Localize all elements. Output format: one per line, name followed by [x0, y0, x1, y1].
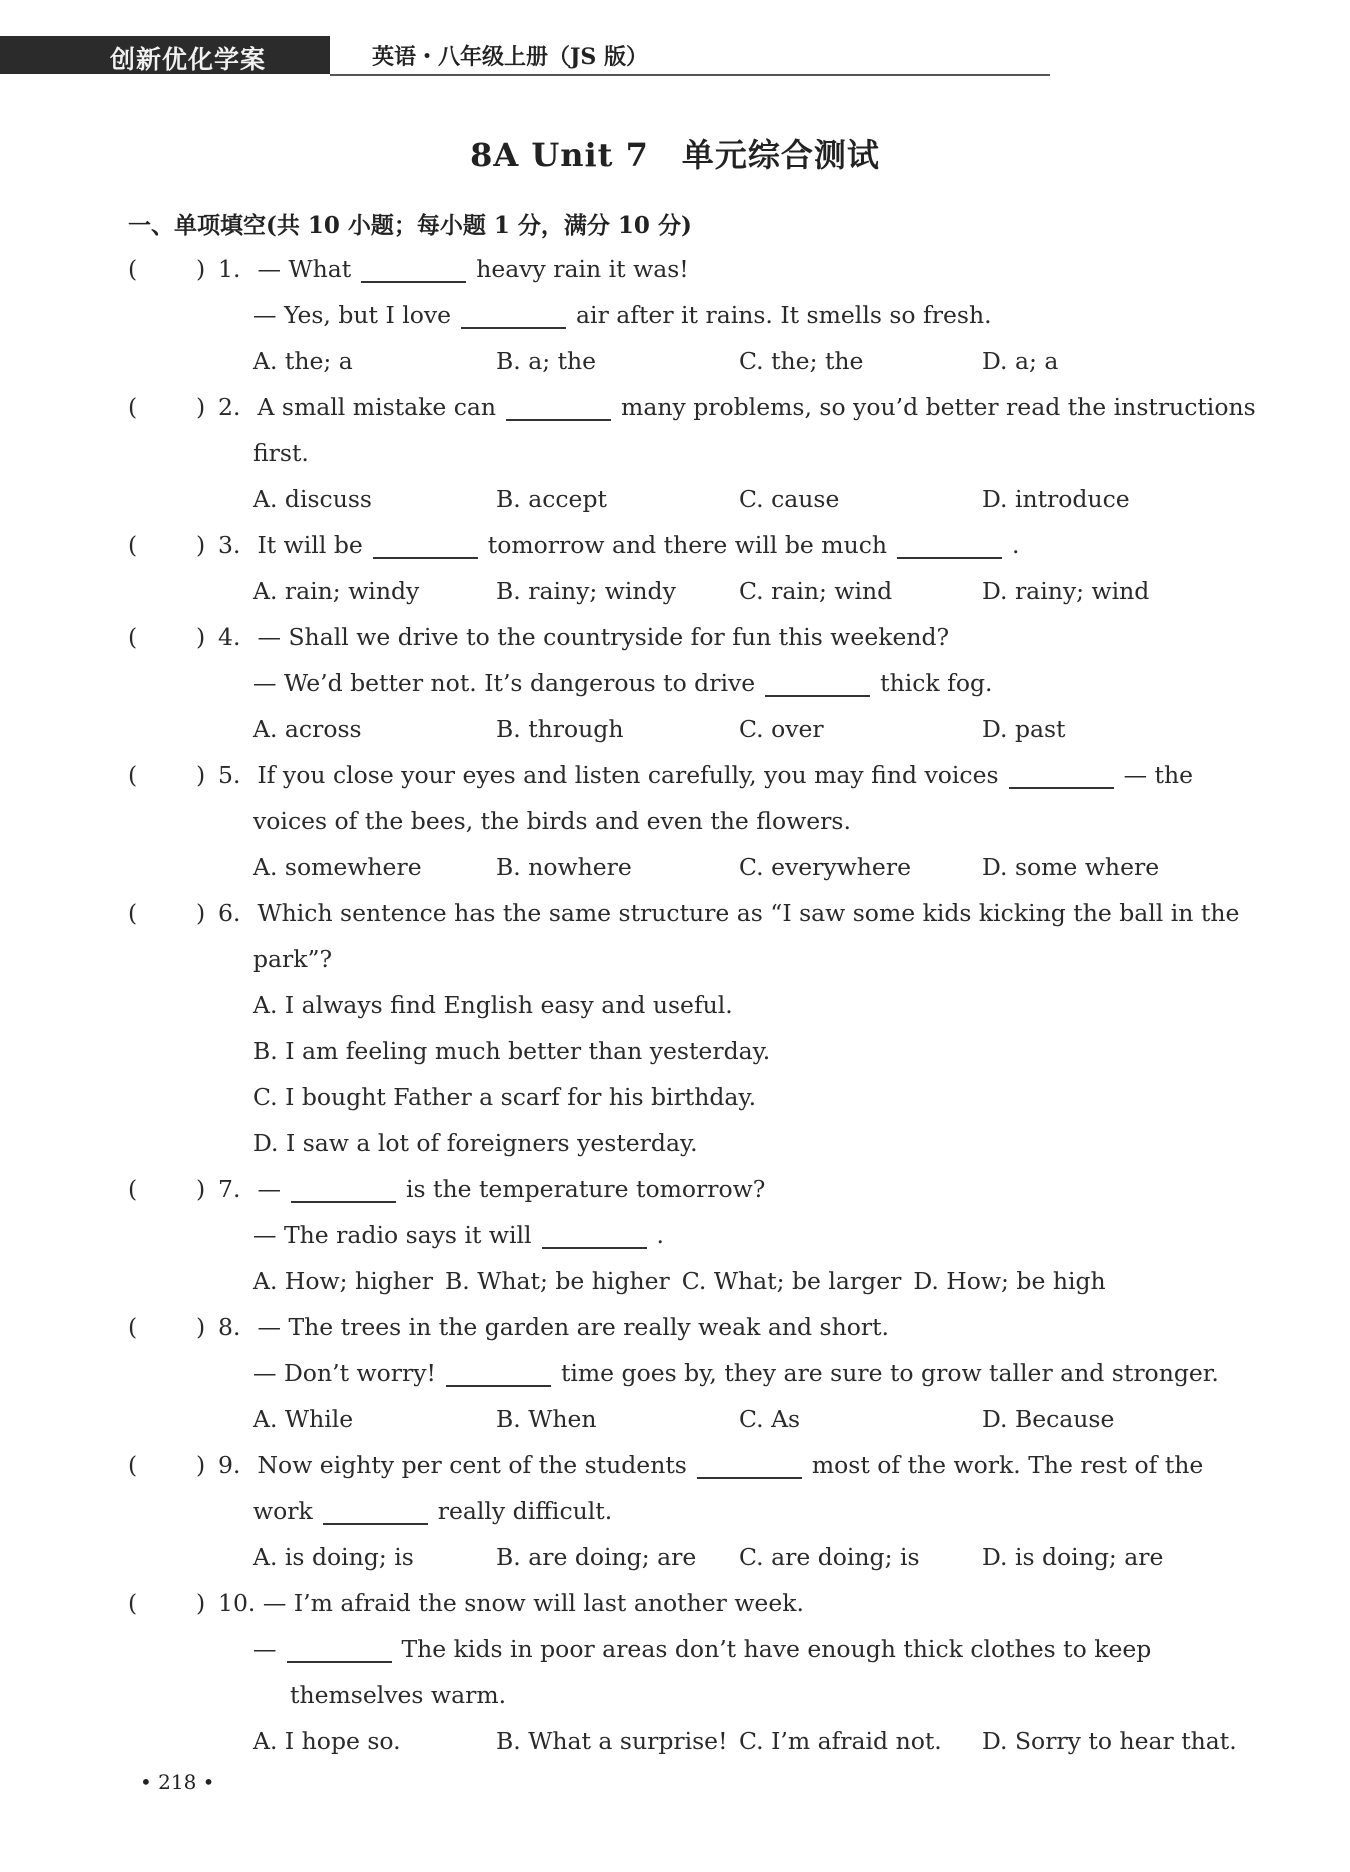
option-d[interactable]: D. a; a — [982, 347, 1059, 375]
option-d[interactable]: D. is doing; are — [982, 1543, 1164, 1571]
option-a[interactable]: A. While — [253, 1405, 354, 1433]
answer-parentheses[interactable]: ( ) — [128, 1589, 206, 1617]
option-d[interactable]: D. past — [982, 715, 1066, 743]
option-a[interactable]: A. I hope so. — [253, 1727, 401, 1755]
answer-parentheses[interactable]: ( ) — [128, 623, 206, 651]
option-d[interactable]: D. Sorry to hear that. — [982, 1727, 1237, 1755]
header-divider — [330, 74, 1050, 76]
option-c[interactable]: C. I bought Father a scarf for his birthday. — [253, 1083, 757, 1111]
question-2 — [128, 384, 1256, 522]
stem-text: time goes by, they are sure to grow taller and stronger. — [560, 1359, 1219, 1387]
stem-text: . — [1012, 531, 1020, 559]
answer-parentheses[interactable]: ( ) — [128, 1313, 206, 1341]
stem-text: If you close your eyes and listen carefully, you may find voices — [257, 761, 999, 789]
option-d[interactable]: D. rainy; wind — [982, 577, 1150, 605]
stem-text: work — [253, 1497, 313, 1525]
option-c[interactable]: C. As — [739, 1405, 801, 1433]
question-6 — [128, 890, 1240, 1166]
question-number: 10. — [218, 1589, 256, 1617]
answer-blank[interactable] — [461, 327, 566, 329]
question-9 — [128, 1442, 1240, 1580]
answer-parentheses[interactable]: ( ) — [128, 255, 206, 283]
option-row — [128, 706, 1240, 752]
option-b[interactable]: B. a; the — [496, 347, 597, 375]
stem-text: It will be — [257, 531, 363, 559]
stem-text: air after it rains. It smells so fresh. — [576, 301, 992, 329]
answer-blank[interactable] — [697, 1477, 802, 1479]
answer-blank[interactable] — [287, 1661, 392, 1663]
answer-blank[interactable] — [361, 281, 466, 283]
option-a[interactable]: A. discuss — [253, 485, 372, 513]
stem-text: really difficult. — [437, 1497, 613, 1525]
answer-blank[interactable] — [446, 1385, 551, 1387]
option-row — [128, 1396, 1240, 1442]
option-c[interactable]: C. everywhere — [739, 853, 911, 881]
question-stem — [128, 1580, 1240, 1626]
answer-blank[interactable] — [765, 695, 870, 697]
section-title: 一、单项填空(共 10 小题；每小题 1 分，满分 10 分) — [128, 212, 692, 239]
question-stem-continued — [128, 1672, 1240, 1718]
question-stem — [128, 752, 1240, 798]
series-logo: 创新优化学案 — [110, 45, 267, 74]
question-number: 1. — [218, 255, 241, 283]
question-5 — [128, 752, 1240, 890]
question-1 — [128, 246, 1240, 384]
stem-text: Which sentence has the same structure as “I saw some kids kicking the ball in the — [257, 899, 1240, 927]
stem-text: — The radio says it will — [253, 1221, 532, 1249]
question-number: 3. — [218, 531, 241, 559]
stem-text: voices of the bees, the birds and even the flowers. — [253, 807, 851, 835]
question-number: 8. — [218, 1313, 241, 1341]
option-c[interactable]: C. What; be larger — [681, 1267, 902, 1295]
option-a[interactable]: A. somewhere — [253, 853, 422, 881]
page-title: 8A Unit 7 单元综合测试 — [470, 136, 880, 174]
stem-text: — — [257, 1175, 281, 1203]
question-stem-continued — [128, 1626, 1240, 1672]
option-row — [128, 1258, 1240, 1304]
option-a[interactable]: A. rain; windy — [253, 577, 420, 605]
question-number: 9. — [218, 1451, 241, 1479]
answer-blank[interactable] — [506, 419, 611, 421]
option-c[interactable]: C. are doing; is — [739, 1543, 920, 1571]
option-row — [128, 844, 1240, 890]
question-stem — [128, 1166, 1240, 1212]
stem-text: — The trees in the garden are really weak and short. — [257, 1313, 890, 1341]
question-stem — [128, 890, 1240, 936]
stem-text: . — [656, 1221, 665, 1249]
answer-parentheses[interactable]: ( ) — [128, 1451, 206, 1479]
question-7 — [128, 1166, 1240, 1304]
answer-blank[interactable] — [373, 557, 478, 559]
option-a[interactable]: A. across — [253, 715, 362, 743]
header-banner — [0, 36, 330, 74]
question-stem-continued — [128, 292, 1240, 338]
book-title: 英语・八年级上册（JS 版） — [372, 44, 648, 70]
answer-parentheses[interactable]: ( ) — [128, 761, 206, 789]
option-a[interactable]: A. is doing; is — [253, 1543, 414, 1571]
option-row — [128, 338, 1240, 384]
option-row — [128, 568, 1240, 614]
stem-text: heavy rain it was! — [476, 255, 689, 283]
stem-text: — Don’t worry! — [253, 1359, 436, 1387]
option-row — [128, 476, 1240, 522]
question-stem — [128, 614, 1240, 660]
stem-text: many problems, so you’d better read the instructions — [621, 393, 1256, 421]
question-stem — [128, 246, 1240, 292]
stem-text: themselves warm. — [290, 1681, 507, 1709]
option-b[interactable]: B. What; be higher — [445, 1267, 670, 1295]
question-8 — [128, 1304, 1240, 1442]
answer-parentheses[interactable]: ( ) — [128, 1175, 206, 1203]
stem-text: first. — [253, 439, 309, 467]
option-b[interactable]: B. rainy; windy — [496, 577, 676, 605]
option-b[interactable]: B. through — [496, 715, 624, 743]
option-a[interactable]: A. How; higher — [253, 1267, 434, 1295]
question-number: 6. — [218, 899, 241, 927]
answer-parentheses[interactable]: ( ) — [128, 393, 206, 421]
question-stem — [128, 1442, 1240, 1488]
question-number: 7. — [218, 1175, 241, 1203]
question-stem — [128, 384, 1256, 430]
option-d[interactable]: D. introduce — [982, 485, 1130, 513]
stem-text: — — [253, 1635, 277, 1663]
stem-text: — We’d better not. It’s dangerous to drive — [253, 669, 756, 697]
option-c[interactable]: C. cause — [739, 485, 840, 513]
question-10 — [128, 1580, 1240, 1764]
stem-text: — I’m afraid the snow will last another week. — [262, 1589, 804, 1617]
question-stem-continued — [128, 1350, 1240, 1396]
option-d[interactable]: D. How; be high — [913, 1267, 1106, 1295]
stem-text: The kids in poor areas don’t have enough thick clothes to keep — [401, 1635, 1152, 1663]
option-a[interactable]: A. the; a — [253, 347, 353, 375]
option-b[interactable]: B. accept — [496, 485, 607, 513]
question-4 — [128, 614, 1240, 752]
option-c[interactable]: C. rain; wind — [739, 577, 893, 605]
option-b[interactable]: B. nowhere — [496, 853, 632, 881]
question-stem-continued — [128, 1488, 1240, 1534]
answer-blank[interactable] — [323, 1523, 428, 1525]
stem-text: is the temperature tomorrow? — [405, 1175, 766, 1203]
option-b[interactable]: B. What a surprise! — [496, 1727, 728, 1755]
question-stem — [128, 522, 1240, 568]
question-stem-continued — [128, 430, 1240, 476]
question-stem-continued — [128, 1212, 1240, 1258]
stem-text: most of the work. The rest of the — [811, 1451, 1204, 1479]
option-d[interactable]: D. Because — [982, 1405, 1115, 1433]
answer-parentheses[interactable]: ( ) — [128, 899, 206, 927]
option-d[interactable]: D. I saw a lot of foreigners yesterday. — [253, 1129, 698, 1157]
option-b[interactable]: B. are doing; are — [496, 1543, 697, 1571]
question-stem-continued — [128, 936, 1240, 982]
stem-text: park”? — [253, 945, 333, 973]
page-header — [0, 36, 1350, 76]
answer-blank[interactable] — [897, 557, 1002, 559]
question-list — [128, 246, 1256, 1764]
stem-text: tomorrow and there will be much — [487, 531, 888, 559]
question-number: 2. — [218, 393, 241, 421]
stem-text: A small mistake can — [257, 393, 497, 421]
option-c[interactable]: C. the; the — [739, 347, 864, 375]
stem-text: — the — [1123, 761, 1194, 789]
answer-parentheses[interactable]: ( ) — [128, 531, 206, 559]
option-b[interactable]: B. I am feeling much better than yesterday. — [253, 1037, 771, 1065]
option-c[interactable]: C. over — [739, 715, 824, 743]
option-d[interactable]: D. some where — [982, 853, 1160, 881]
answer-blank[interactable] — [1009, 787, 1114, 789]
question-3 — [128, 522, 1240, 614]
stem-text: thick fog. — [880, 669, 993, 697]
stem-text: — Shall we drive to the countryside for fun this weekend? — [257, 623, 950, 651]
stem-text: — Yes, but I love — [253, 301, 452, 329]
stem-text: — What — [257, 255, 352, 283]
question-number: 5. — [218, 761, 241, 789]
option-row — [128, 1718, 1240, 1764]
question-stem-continued — [128, 798, 1240, 844]
option-a[interactable]: A. I always find English easy and useful. — [253, 991, 733, 1019]
page-number: • 218 • — [140, 1770, 215, 1794]
option-b[interactable]: B. When — [496, 1405, 597, 1433]
stem-text: Now eighty per cent of the students — [257, 1451, 687, 1479]
option-row — [128, 1534, 1240, 1580]
answer-blank[interactable] — [542, 1247, 647, 1249]
question-number: 4. — [218, 623, 241, 651]
answer-blank[interactable] — [291, 1201, 396, 1203]
question-stem — [128, 1304, 1240, 1350]
option-c[interactable]: C. I’m afraid not. — [739, 1727, 942, 1755]
question-stem-continued — [128, 660, 1240, 706]
